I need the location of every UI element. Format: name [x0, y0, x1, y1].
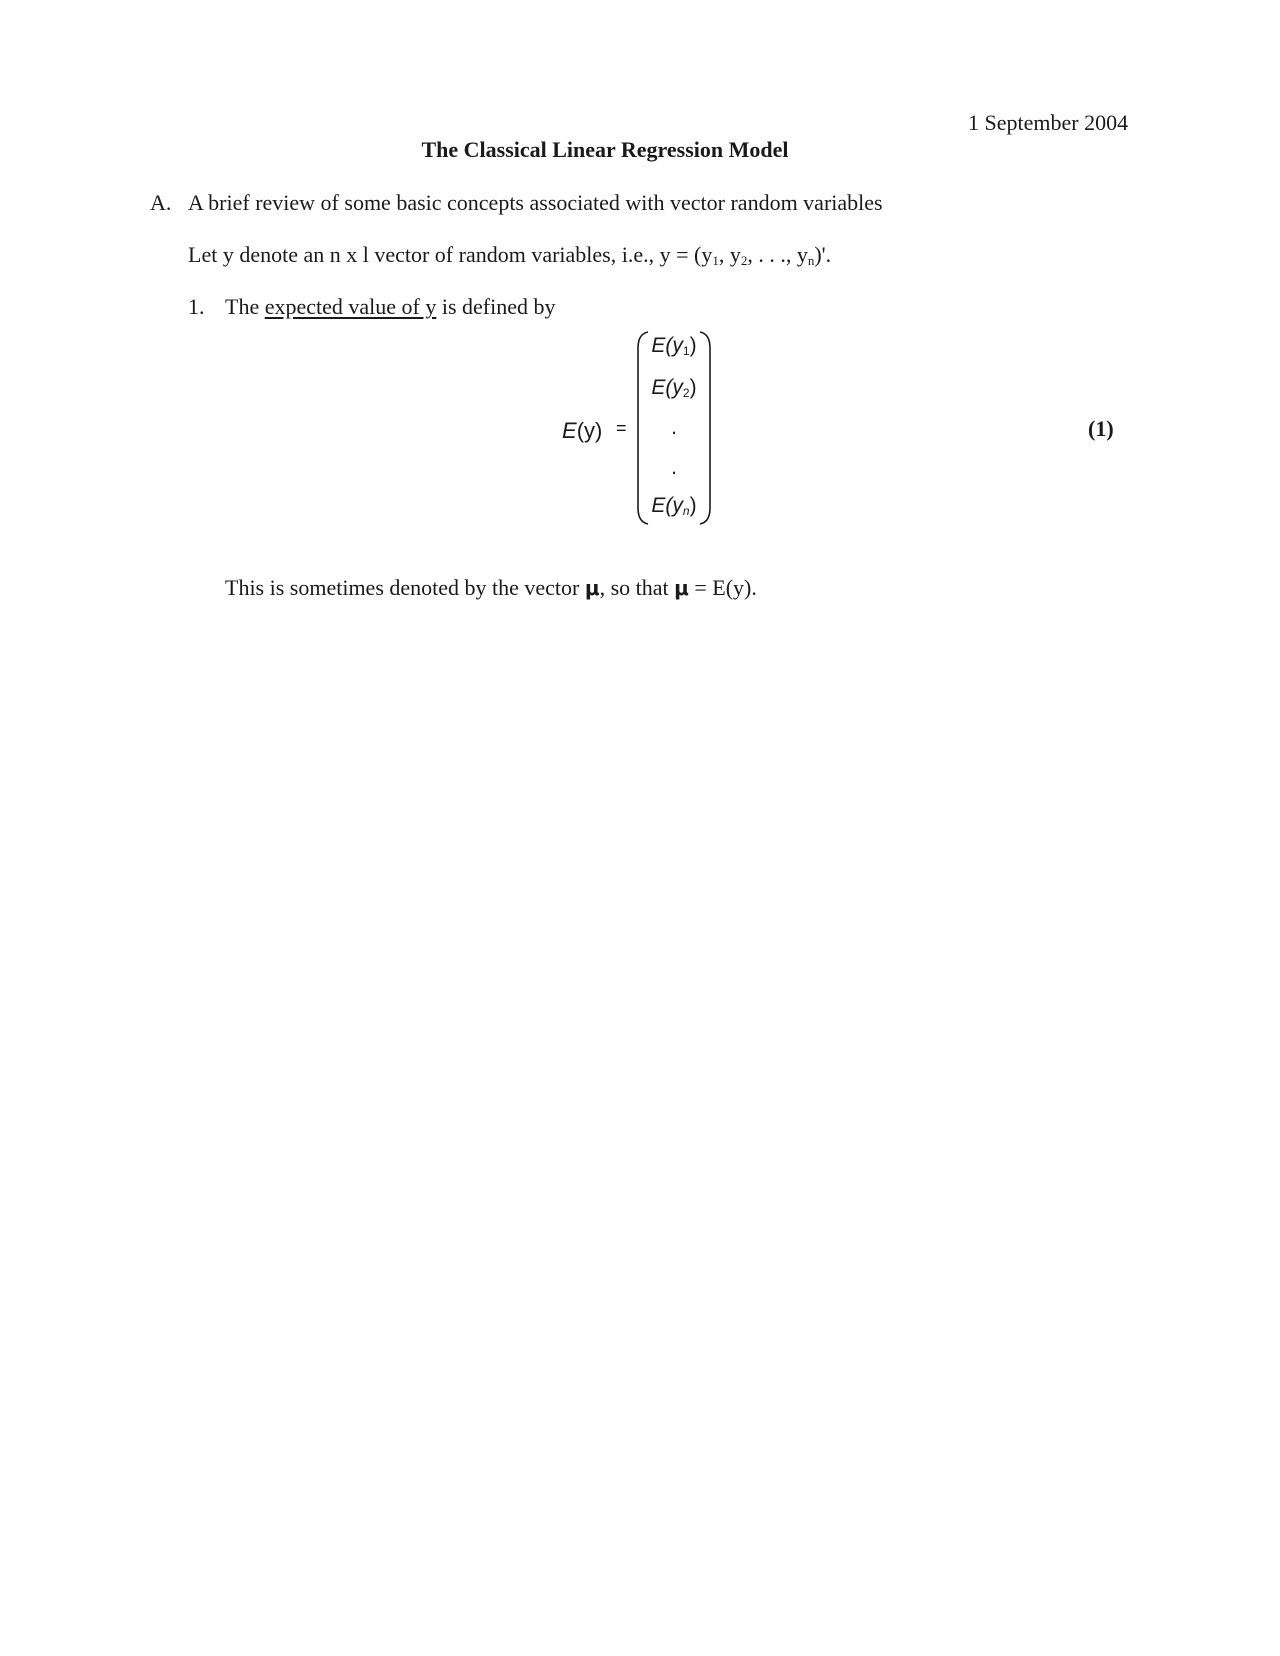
- intro-sub-1: 1: [712, 253, 719, 268]
- intro-prefix: Let y denote an n x l vector of random variables, i.e., y = (y: [188, 242, 713, 267]
- list-item-1: [188, 294, 556, 320]
- mu-symbol-2: μ: [674, 576, 689, 600]
- underlined-term: expected value of y: [264, 294, 437, 319]
- section-text: A brief review of some basic concepts associated with vector random variables: [188, 190, 883, 215]
- equation-lhs: [562, 418, 602, 444]
- intro-suffix: )'.: [814, 242, 832, 267]
- section-marker: A.: [150, 190, 172, 215]
- vector-row-dot-2: .: [671, 456, 677, 479]
- mu-note-post: = E(y).: [688, 575, 757, 600]
- equals-sign: =: [616, 418, 627, 438]
- item-marker: 1.: [188, 294, 205, 319]
- vector-row-2: $E(y_2)$: [651, 376, 697, 400]
- intro-sub-2: 2: [740, 253, 748, 268]
- section-a-heading: [150, 190, 883, 216]
- intro-sub-n: n: [807, 253, 815, 268]
- intro-sep-1: , y: [718, 242, 741, 267]
- lhs-arg: (y): [576, 418, 603, 443]
- equation-number: (1): [1088, 416, 1114, 441]
- item-text-post: is defined by: [436, 294, 556, 319]
- intro-paragraph: [188, 242, 831, 269]
- lhs-letter: E: [562, 418, 577, 443]
- document-date: 1 September 2004: [968, 110, 1129, 135]
- mu-note-mid: , so that: [599, 575, 675, 600]
- vector-row-dot-1: .: [671, 416, 677, 439]
- document-title: The Classical Linear Regression Model: [421, 137, 789, 162]
- vector-row-1: $E(y_1)$: [651, 334, 697, 358]
- item-text-pre: The: [225, 294, 265, 319]
- mu-note-paragraph: [225, 575, 757, 601]
- intro-sep-2: , . . ., y: [747, 242, 808, 267]
- vector-row-n: $E(y_n)$: [651, 494, 697, 518]
- expected-value-vector: [636, 328, 712, 528]
- mu-symbol-1: μ: [584, 576, 600, 600]
- mu-note-pre: This is sometimes denoted by the vector: [225, 575, 585, 600]
